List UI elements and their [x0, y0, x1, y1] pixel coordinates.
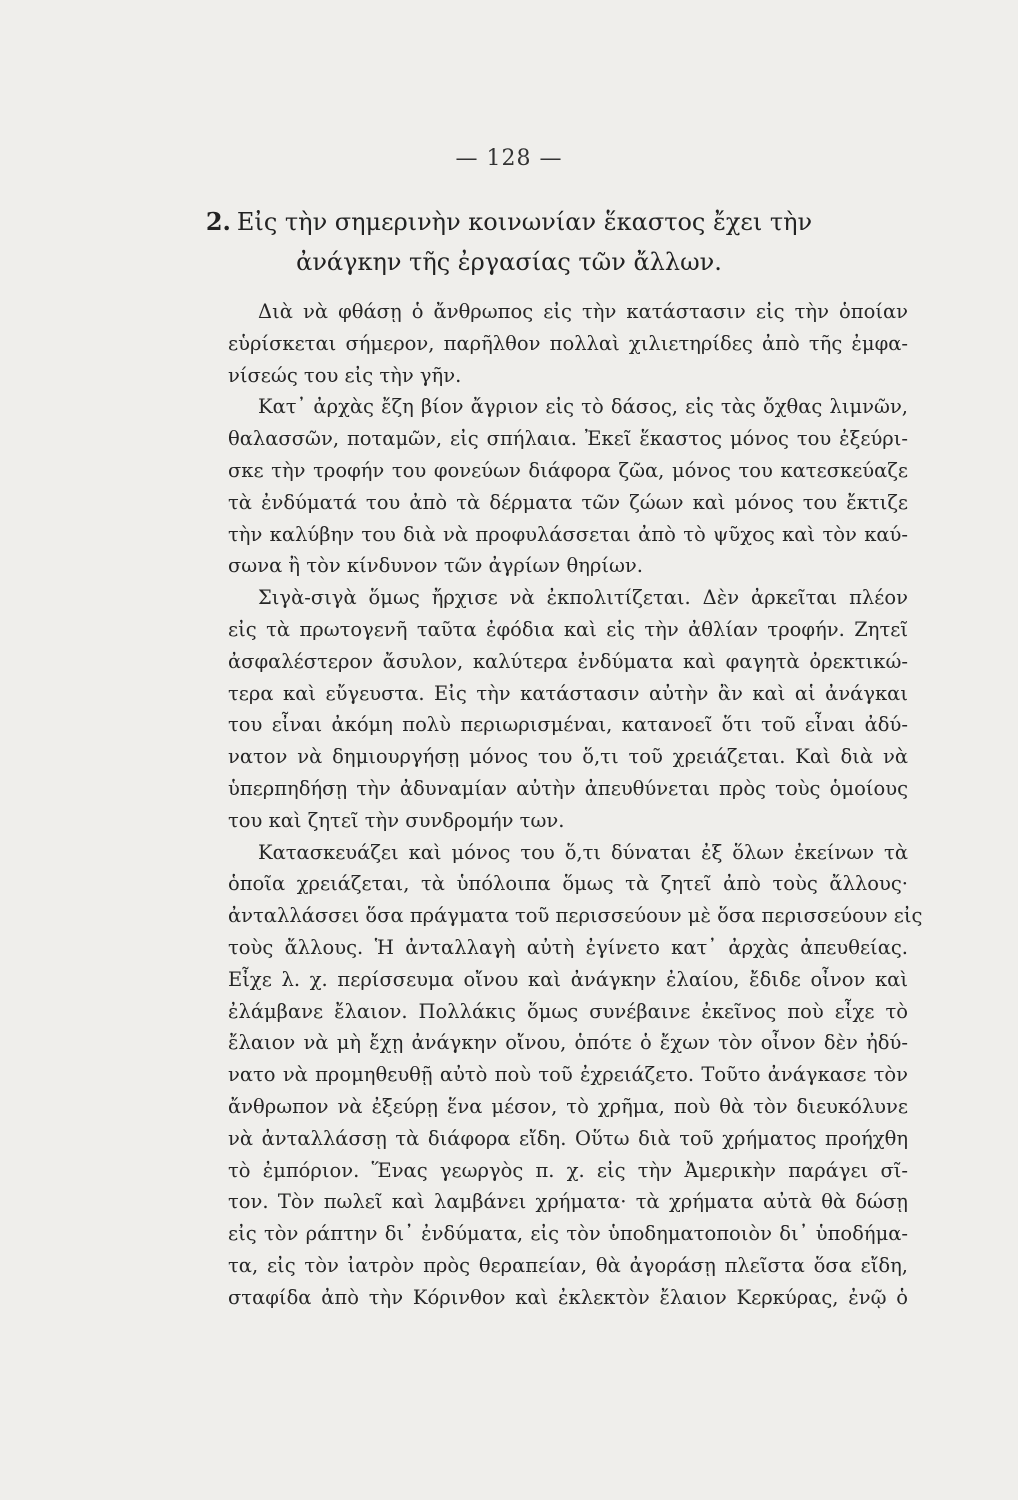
- text-line: Κατ᾽ ἀρχὰς ἔζη βίον ἄγριον εἰς τὸ δάσος, εἰς τὰς ὄχθας λιμνῶν,: [258, 395, 908, 419]
- text-line: Διὰ νὰ φθάσῃ ὁ ἄνθρωπος εἰς τὴν κατάστασιν εἰς τὴν ὁποίαν: [258, 300, 908, 323]
- paragraph: [228, 582, 908, 836]
- text-line: εὑρίσκεται σήμερον, παρῆλθον πολλαὶ χιλιετηρίδες ἀπὸ τῆς ἐμφα-: [228, 331, 908, 355]
- text-line: νατο νὰ προμηθευθῇ αὐτὸ ποὺ τοῦ ἐχρειάζετο. Τοῦτο ἀνάγκασε τὸν: [228, 1063, 908, 1087]
- text-line: εἰς τὸν ράπτην δι᾽ ἐνδύματα, εἰς τὸν ὑποδηματοποιὸν δι᾽ ὑποδήμα-: [228, 1222, 908, 1246]
- text-line: του εἶναι ἀκόμη πολὺ περιωρισμέναι, κατανοεῖ ὅτι τοῦ εἶναι ἀδύ-: [228, 713, 908, 737]
- paragraph: [228, 296, 908, 391]
- text-line: ἔλαιον νὰ μὴ ἔχῃ ἀνάγκην οἴνου, ὁπότε ὁ ἔχων τὸν οἶνον δὲν ἠδύ-: [228, 1031, 908, 1055]
- text-line: θαλασσῶν, ποταμῶν, εἰς σπήλαια. Ἐκεῖ ἕκαστος μόνος του ἐξεύρι-: [228, 427, 908, 451]
- section-heading-text-1: Εἰς τὴν σημερινὴν κοινωνίαν ἕκαστος ἔχει τὴν: [236, 208, 813, 236]
- text-line: ἄνθρωπον νὰ ἐξεύρῃ ἕνα μέσον, τὸ χρῆμα, ποὺ θὰ τὸν διευκόλυνε: [228, 1094, 908, 1118]
- text-line: Σιγὰ-σιγὰ ὅμως ἤρχισε νὰ ἐκπολιτίζεται. Δὲν ἀρκεῖται πλέον: [258, 586, 908, 610]
- text-line: σταφίδα ἀπὸ τὴν Κόρινθον καὶ ἐκλεκτὸν ἔλαιον Κερκύρας, ἐνῷ ὁ: [228, 1285, 908, 1309]
- section-heading: [0, 202, 1018, 282]
- text-line: σωνα ἢ τὸν κίνδυνον τῶν ἀγρίων θηρίων.: [228, 554, 643, 578]
- text-line: τον. Τὸν πωλεῖ καὶ λαμβάνει χρήματα· τὰ χρήματα αὐτὰ θὰ δώσῃ: [228, 1190, 908, 1214]
- text-line: νατον νὰ δημιουργήσῃ μόνος του ὅ,τι τοῦ χρειάζεται. Καὶ διὰ νὰ: [228, 745, 908, 769]
- text-line: τοὺς ἄλλους. Ἡ ἀνταλλαγὴ αὐτὴ ἐγίνετο κατ᾽ ἀρχὰς ἀπευθείας.: [228, 935, 908, 959]
- text-line: του καὶ ζητεῖ τὴν συνδρομήν των.: [228, 808, 565, 832]
- text-line: Εἶχε λ. χ. περίσσευμα οἴνου καὶ ἀνάγκην ἐλαίου, ἔδιδε οἶνον καὶ: [228, 967, 908, 991]
- section-heading-line-1: [0, 202, 1018, 242]
- section-number: 2.: [205, 207, 231, 236]
- paragraph: [228, 391, 908, 582]
- text-line: ἀνταλλάσσει ὅσα πράγματα τοῦ περισσεύουν μὲ ὅσα περισσεύουν εἰς: [228, 904, 923, 928]
- text-line: νὰ ἀνταλλάσσῃ τὰ διάφορα εἴδη. Οὕτω διὰ τοῦ χρήματος προήχθη: [228, 1126, 908, 1150]
- text-line: τὰ ἐνδύματά του ἀπὸ τὰ δέρματα τῶν ζώων καὶ μόνος του ἔκτιζε: [228, 490, 908, 514]
- text-line: τερα καὶ εὔγευστα. Εἰς τὴν κατάστασιν αὐτὴν ἂν καὶ αἱ ἀνάγκαι: [228, 681, 908, 705]
- text-line: τὴν καλύβην του διὰ νὰ προφυλάσσεται ἀπὸ τὸ ψῦχος καὶ τὸν καύ-: [228, 522, 908, 546]
- text-line: νίσεώς του εἰς τὴν γῆν.: [228, 363, 462, 387]
- text-line: Κατασκευάζει καὶ μόνος του ὅ,τι δύναται ἐξ ὅλων ἐκείνων τὰ: [258, 840, 908, 864]
- text-line: σκε τὴν τροφήν του φονεύων διάφορα ζῶα, μόνος του κατεσκεύαζε: [228, 458, 908, 482]
- text-line: ὑπερπηδήσῃ τὴν ἀδυναμίαν αὐτὴν ἀπευθύνεται πρὸς τοὺς ὁμοίους: [228, 776, 908, 800]
- text-line: ἀσφαλέστερον ἄσυλον, καλύτερα ἐνδύματα καὶ φαγητὰ ὀρεκτικώ-: [228, 649, 908, 673]
- body-text: [228, 296, 923, 1314]
- text-line: τὸ ἐμπόριον. Ἕνας γεωργὸς π. χ. εἰς τὴν Ἀμερικὴν παράγει σῖ-: [228, 1158, 908, 1182]
- text-line: ἐλάμβανε ἔλαιον. Πολλάκις ὅμως συνέβαινε ἐκεῖνος ποὺ εἶχε τὸ: [228, 999, 908, 1023]
- text-line: τα, εἰς τὸν ἰατρὸν πρὸς θεραπείαν, θὰ ἀγοράσῃ πλεῖστα ὅσα εἴδη,: [228, 1253, 908, 1277]
- text-line: ὁποῖα χρειάζεται, τὰ ὑπόλοιπα ὅμως τὰ ζητεῖ ἀπὸ τοὺς ἄλλους·: [228, 872, 908, 896]
- paragraph: [228, 837, 923, 1314]
- text-line: εἰς τὰ πρωτογενῆ ταῦτα ἐφόδια καὶ εἰς τὴν ἀθλίαν τροφήν. Ζητεῖ: [228, 617, 908, 641]
- section-heading-line-2: ἀνάγκην τῆς ἐργασίας τῶν ἄλλων.: [296, 248, 722, 276]
- page-number: — 128 —: [455, 146, 563, 171]
